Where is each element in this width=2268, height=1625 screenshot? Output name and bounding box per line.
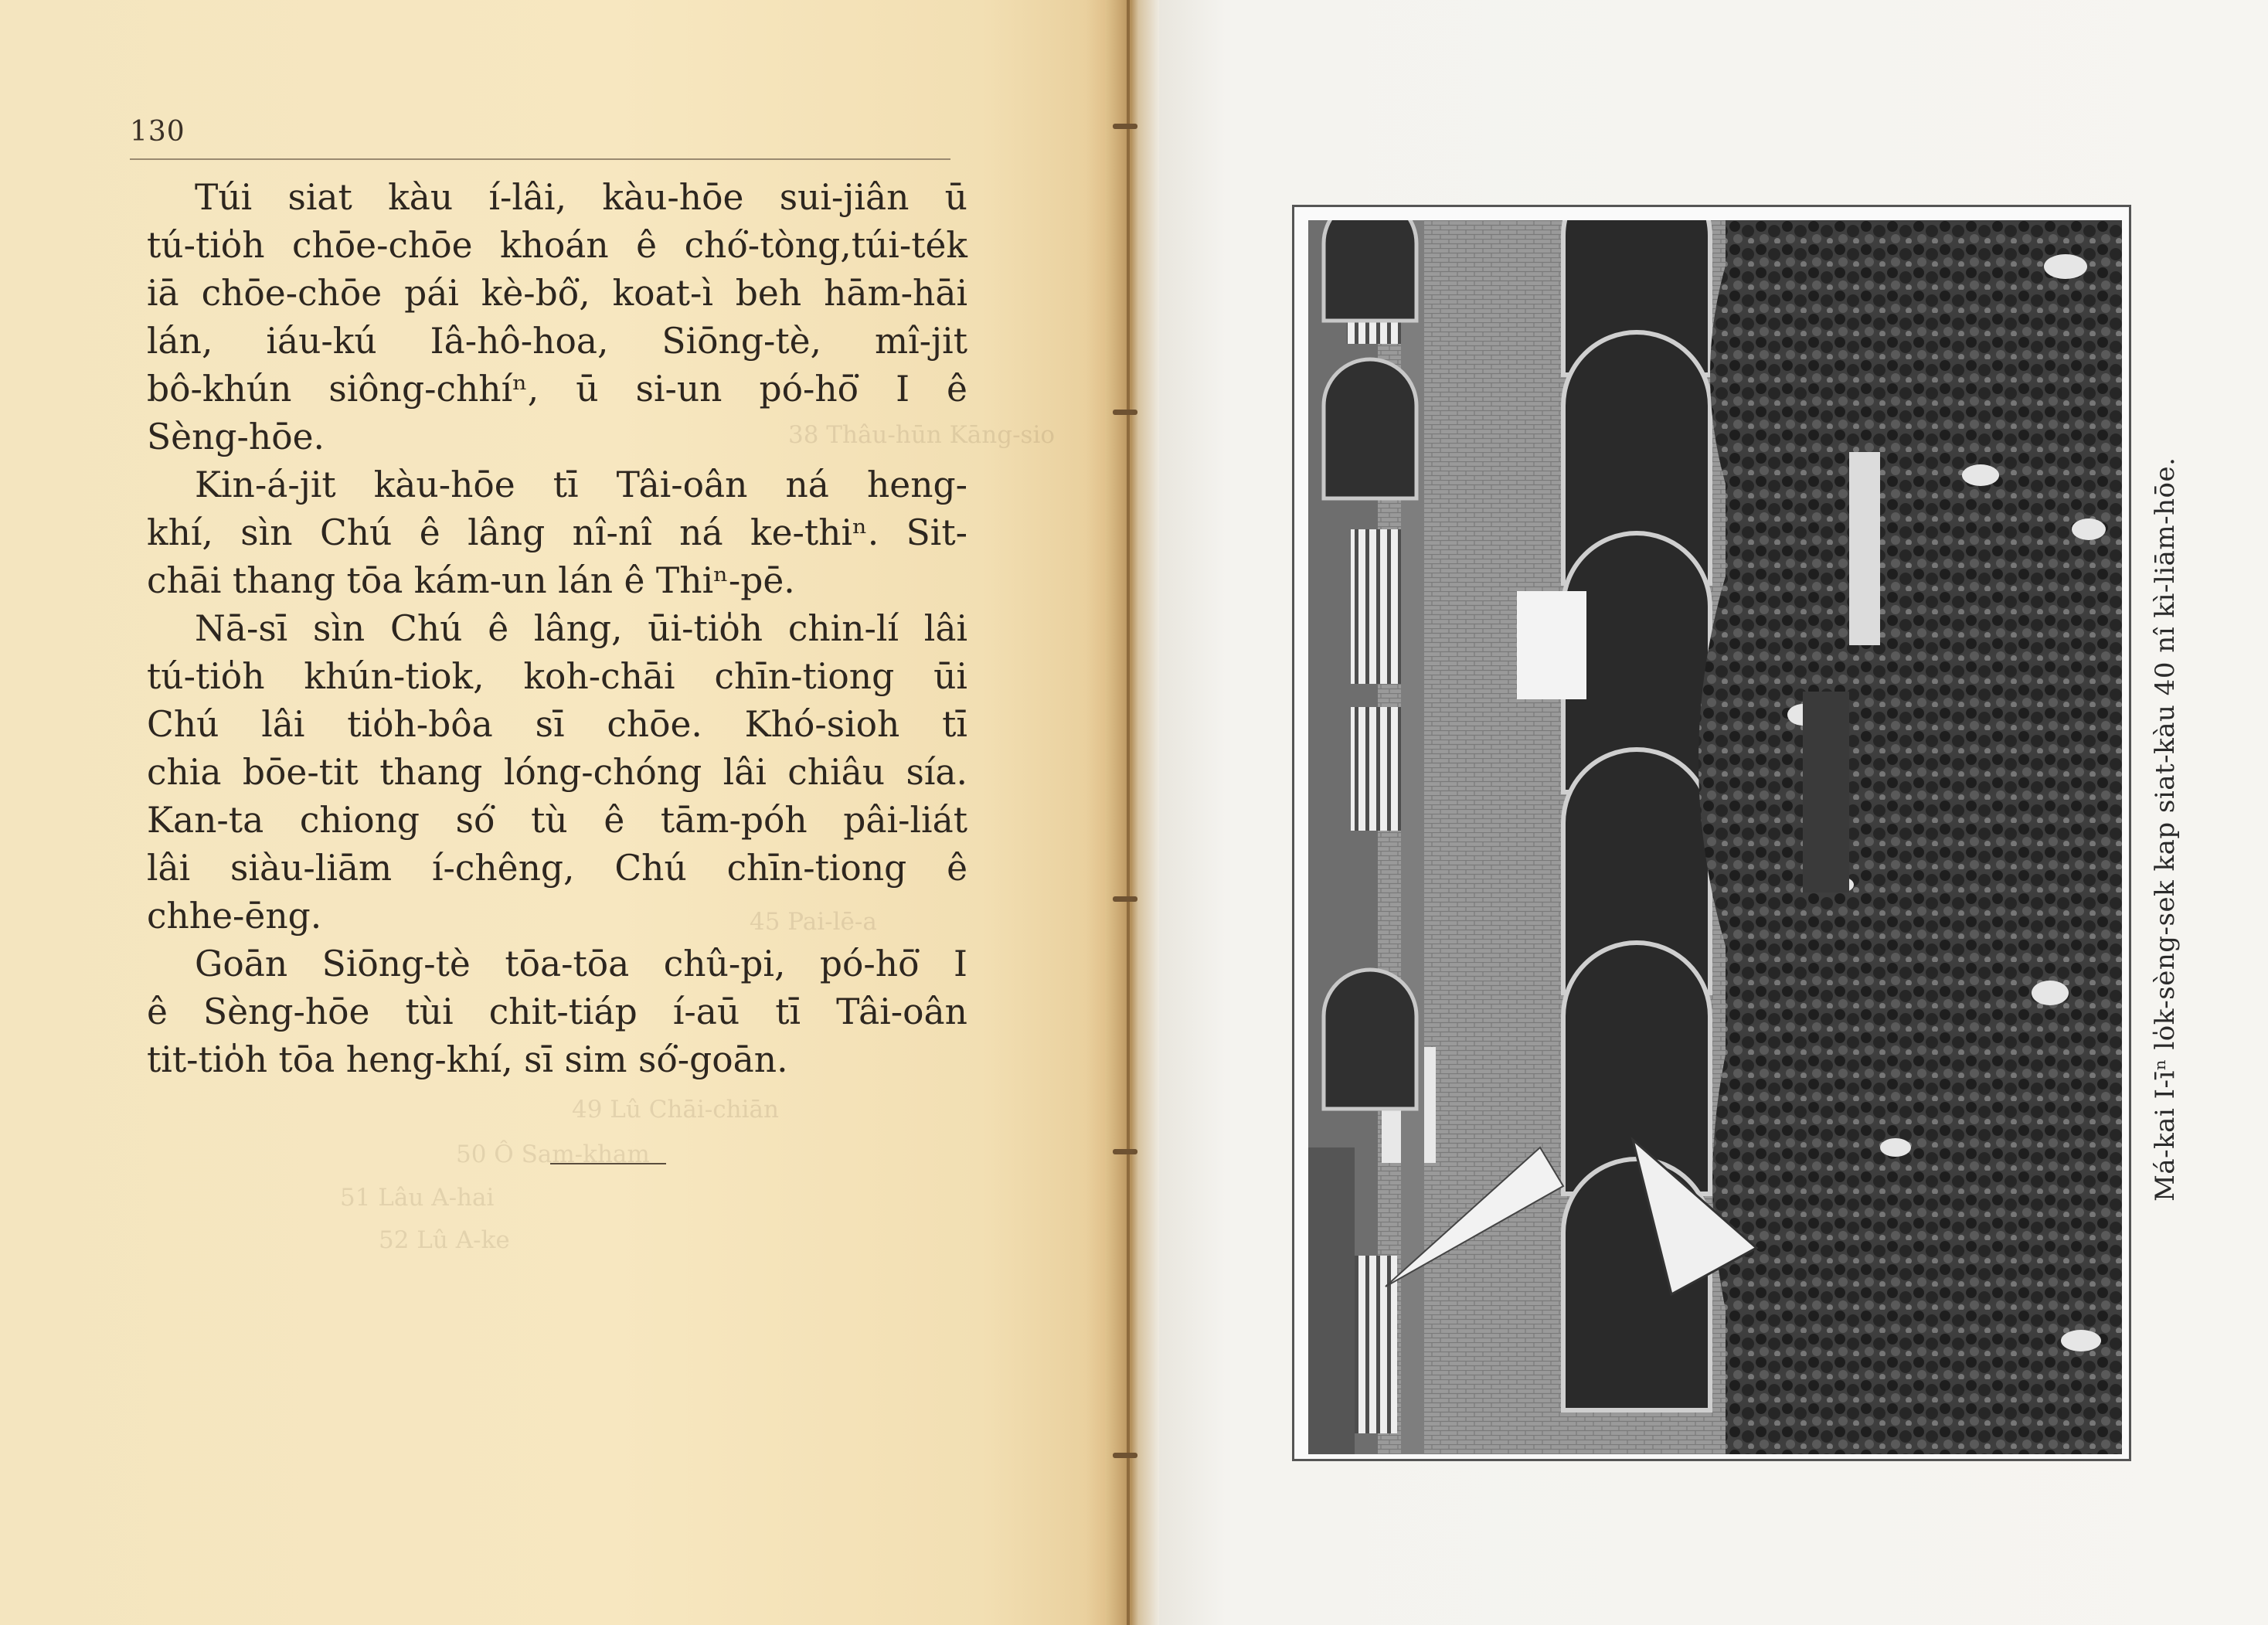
text-line: chia bōe-tit thang lóng-chóng lâi chiâu sía. bbox=[147, 752, 967, 793]
text-line: chāi thang tōa kám-un lán ê Thiⁿ-pē. bbox=[147, 560, 795, 601]
text-line: Nā-sī sìn Chú ê lâng, ūi-tio̍h chin-lí lâi bbox=[195, 608, 967, 649]
show-through-text-1: 38 Thâu-hūn Kāng-sio bbox=[788, 421, 1056, 449]
binding-stitch bbox=[1113, 1453, 1137, 1458]
show-through-text-6: 52 Lû A-ke bbox=[379, 1226, 510, 1254]
binding-stitch bbox=[1113, 124, 1137, 129]
end-rule bbox=[550, 1163, 666, 1164]
text-line: iā chōe-chōe pái kè-bô͘, koat-ì beh hām-hāi bbox=[147, 273, 967, 314]
book-gutter bbox=[1105, 0, 1159, 1625]
page-number: 130 bbox=[130, 116, 185, 148]
text-line: Chú lâi tio̍h-bôa sī chōe. Khó-sioh tī bbox=[147, 704, 967, 745]
text-line: chhe-ēng. bbox=[147, 896, 322, 937]
text-line: Sèng-hōe. bbox=[147, 416, 325, 457]
text-line: lán, iáu-kú Iâ-hô-hoa, Siōng-tè, mî-jit bbox=[147, 321, 967, 362]
text-line: tú-tio̍h khún-tiok, koh-chāi chīn-tiong ūi bbox=[147, 656, 967, 697]
text-line: tú-tio̍h chōe-chōe khoán ê chó͘-tòng,túi-ték bbox=[147, 225, 967, 266]
text-line: khí, sìn Chú ê lâng nî-nî ná ke-thiⁿ. Sit- bbox=[147, 512, 967, 553]
text-line: tit-tio̍h tōa heng-khí, sī sim só͘-goān. bbox=[147, 1039, 788, 1080]
header-rule bbox=[130, 158, 950, 160]
text-line: bô-khún siông-chhíⁿ, ū si-un pó-hō͘ I ê bbox=[147, 369, 967, 410]
text-line: ê Sèng-hōe tùi chit-tiáp í-aū tī Tâi-oân bbox=[147, 991, 967, 1032]
text-line: Goān Siōng-tè tōa-tōa chû-pi, pó-hō͘ I bbox=[195, 943, 967, 984]
show-through-text-2: 45 Pai-lē-a bbox=[750, 908, 877, 936]
show-through-text-4: 50 Ô Sam-kham bbox=[456, 1141, 650, 1168]
show-through-text-5: 51 Lâu A-hai bbox=[340, 1184, 495, 1212]
photo-caption: Má-kai I-īⁿ lo̍k-sèng-sek kap siat-kàu 40 nî kì-liām-hōe. bbox=[2150, 457, 2181, 1202]
body-text bbox=[147, 174, 967, 1084]
photo-illustration bbox=[1308, 220, 2122, 1454]
text-line: Kan-ta chiong só͘ tù ê tām-póh pâi-liát bbox=[147, 800, 967, 841]
spine-line bbox=[1127, 0, 1130, 1625]
text-line: Túi siat kàu í-lâi, kàu-hōe sui-jiân ū bbox=[195, 177, 967, 218]
text-line: lâi siàu-liām í-chêng, Chú chīn-tiong ê bbox=[147, 848, 967, 889]
binding-stitch bbox=[1113, 410, 1137, 415]
show-through-text-3: 49 Lû Chāi-chiān bbox=[572, 1096, 779, 1124]
text-line: Kin-á-jit kàu-hōe tī Tâi-oân ná heng- bbox=[195, 464, 967, 505]
photograph bbox=[1308, 220, 2122, 1454]
binding-stitch bbox=[1113, 1149, 1137, 1154]
binding-stitch bbox=[1113, 896, 1137, 902]
